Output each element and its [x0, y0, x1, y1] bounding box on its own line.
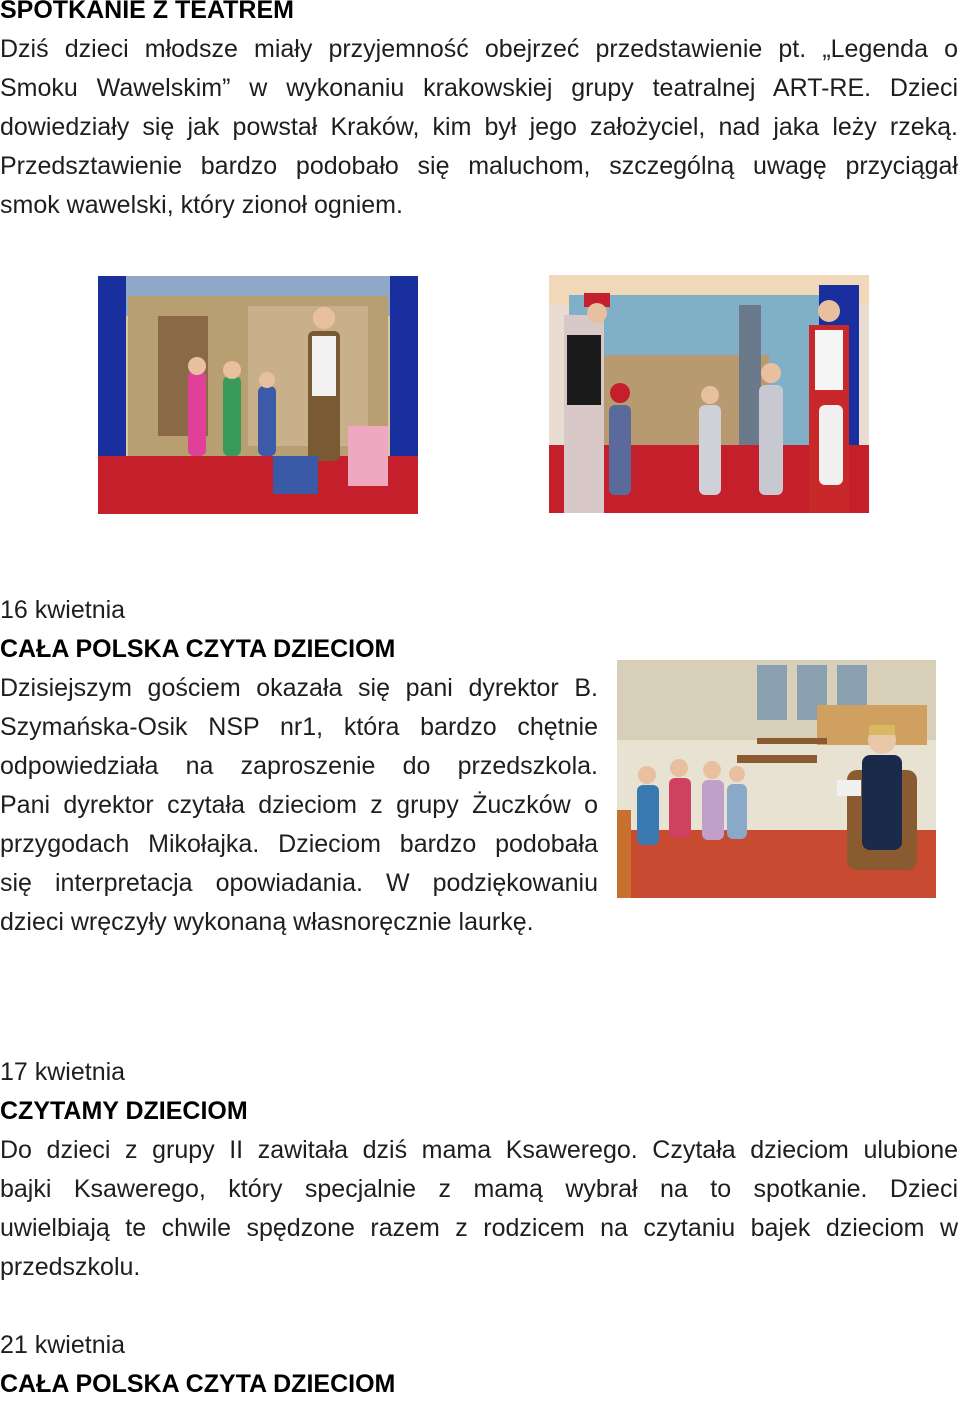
paragraph-line: przygodach Mikołajka. Dzieciom bardzo podobała [0, 830, 598, 858]
paragraph-line: przedszkolu. [0, 1253, 141, 1281]
paragraph-line: odpowiedziała na zaproszenie do przedszkola. [0, 752, 598, 780]
paragraph-line: Do dzieci z grupy II zawitała dziś mama Ksawerego. Czytała dzieciom ulubione [0, 1136, 958, 1164]
section-title-theatre: SPOTKANIE Z TEATREM [0, 0, 294, 24]
theatre-photo-2 [549, 275, 869, 513]
paragraph-line: Przedsztawienie bardzo podobało się maluchom, szczególną uwagę przyciągał [0, 152, 958, 180]
section-title-april21: CAŁA POLSKA CZYTA DZIECIOM [0, 1370, 396, 1398]
section-date-april16: 16 kwietnia [0, 596, 126, 624]
paragraph-line: dzieci wręczyły wykonaną własnoręcznie laurkę. [0, 908, 534, 936]
theatre-photo-1 [98, 276, 418, 514]
paragraph-line: dowiedziały się jak powstał Kraków, kim był jego założyciel, nad jaka leży rzeką. [0, 113, 958, 141]
paragraph-line: Pani dyrektor czytała dzieciom z grupy Żuczków o [0, 791, 598, 819]
paragraph-line: Dzisiejszym gościem okazała się pani dyrektor B. [0, 674, 598, 702]
reading-photo [617, 660, 936, 898]
paragraph-line: Dziś dzieci młodsze miały przyjemność obejrzeć przedstawienie pt. „Legenda o [0, 35, 958, 63]
section-date-april17: 17 kwietnia [0, 1058, 126, 1086]
section-title-april16: CAŁA POLSKA CZYTA DZIECIOM [0, 635, 396, 663]
paragraph-line: smok wawelski, który zionoł ogniem. [0, 191, 403, 219]
paragraph-line: Szymańska-Osik NSP nr1, która bardzo chętnie [0, 713, 598, 741]
paragraph-line: się interpretacja opowiadania. W podziękowaniu [0, 869, 598, 897]
paragraph-line: Smoku Wawelskim” w wykonaniu krakowskiej grupy teatralnej ART-RE. Dzieci [0, 74, 958, 102]
paragraph-line: uwielbiają te chwile spędzone razem z rodzicem na czytaniu bajek dzieciom w [0, 1214, 958, 1242]
paragraph-line: bajki Ksawerego, który specjalnie z mamą wybrał na to spotkanie. Dzieci [0, 1175, 958, 1203]
section-title-april17: CZYTAMY DZIECIOM [0, 1097, 248, 1125]
section-date-april21: 21 kwietnia [0, 1331, 126, 1359]
